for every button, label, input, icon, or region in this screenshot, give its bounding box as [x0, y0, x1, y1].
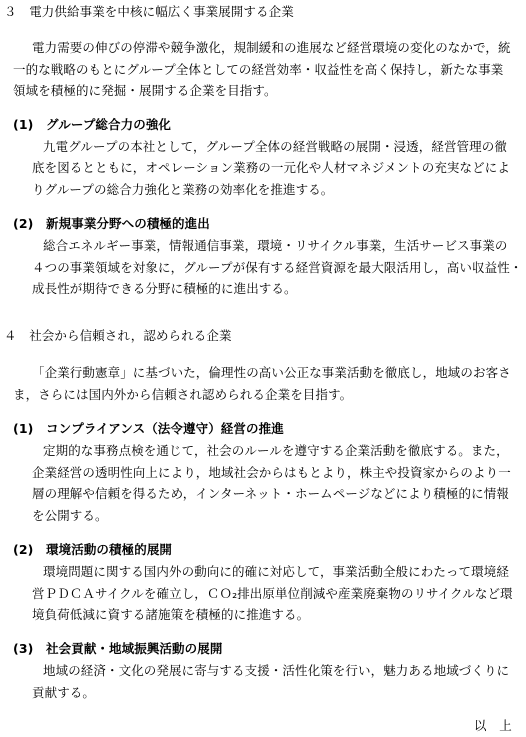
item-4-2-line: 営ＰＤＣＡサイクルを確立し，ＣＯ₂排出原単位削減や産業廃棄物のリサイクルなど環	[32, 586, 513, 601]
item-4-3-line: 地域の経済・文化の発展に寄与する支援・活性化策を行い，魅力ある地域づくりに	[43, 663, 510, 678]
section-3-heading: ３ 電力供給事業を中核に幅広く事業展開する企業	[4, 4, 294, 19]
item-4-1-line: 企業経営の透明性向上により，地域社会からはもとより，株主や投資家からのより一	[32, 465, 511, 480]
item-4-2-line: 環境問題に関する国内外の動向に的確に対応して，事業活動全般にわたって環境経	[43, 564, 509, 579]
item-4-1-line: 層の理解や信頼を得るため，インターネット・ホームページなどにより積極的に情報	[32, 486, 509, 501]
section-3-intro-line: 電力需要の伸びの停滞や競争激化，規制緩和の進展など経営環境の変化のなかで，統	[32, 40, 511, 55]
item-4-1-line: を公開する。	[32, 508, 108, 523]
item-3-1-title: (1) グループ総合力の強化	[13, 117, 172, 132]
section-4-heading: ４ 社会から信頼され，認められる企業	[4, 328, 232, 343]
section-3-intro-line: 領域を積極的に発掘・展開する企業を目指す。	[13, 83, 277, 98]
item-3-1-line: 九電グループの本社として，グループ全体の経営戦略の展開・浸透，経営管理の徹	[43, 139, 507, 154]
section-4-intro-line: 「企業行動憲章」に基づいた，倫理性の高い公正な事業活動を徹底し，地域のお客さ	[32, 365, 511, 380]
item-3-2-line: 総合エネルギー事業，情報通信事業，環境・リサイクル事業，生活サービス事業の	[43, 238, 508, 253]
item-4-2-title: (2) 環境活動の積極的展開	[13, 542, 173, 557]
closing-mark: 以 上	[474, 718, 512, 733]
item-3-1-line: りグループの総合力強化と業務の効率化を推進する。	[32, 182, 334, 197]
section-3-intro-line: 一的な戦略のもとにグループ全体としての経営効率・収益性を高く保持し，新たな事業	[13, 62, 504, 77]
item-4-2-line: 境負荷低減に資する諸施策を積極的に推進する。	[32, 607, 310, 622]
item-3-2-line: ４つの事業領域を対象に，グループが保有する経営資源を最大限活用し，高い収益性・	[32, 260, 523, 275]
item-4-1-title: (1) コンプライアンス（法令遵守）経営の推進	[13, 421, 284, 436]
section-4-intro-line: ま，さらには国内外から信頼され認められる企業を目指す。	[13, 387, 353, 402]
item-4-3-line: 貢献する。	[32, 685, 96, 700]
item-3-2-line: 成長性が期待できる分野に積極的に進出する。	[32, 281, 297, 296]
item-4-3-title: (3) 社会貢献・地域振興活動の展開	[13, 641, 223, 656]
item-3-1-line: 底を図るとともに，オペレーション業務の一元化や人材マネジメントの充実などによ	[32, 160, 510, 175]
item-4-1-line: 定期的な事務点検を通じて，社会のルールを遵守する企業活動を徹底する。また，	[43, 443, 509, 458]
item-3-2-title: (2) 新規事業分野への積極的進出	[13, 216, 210, 231]
